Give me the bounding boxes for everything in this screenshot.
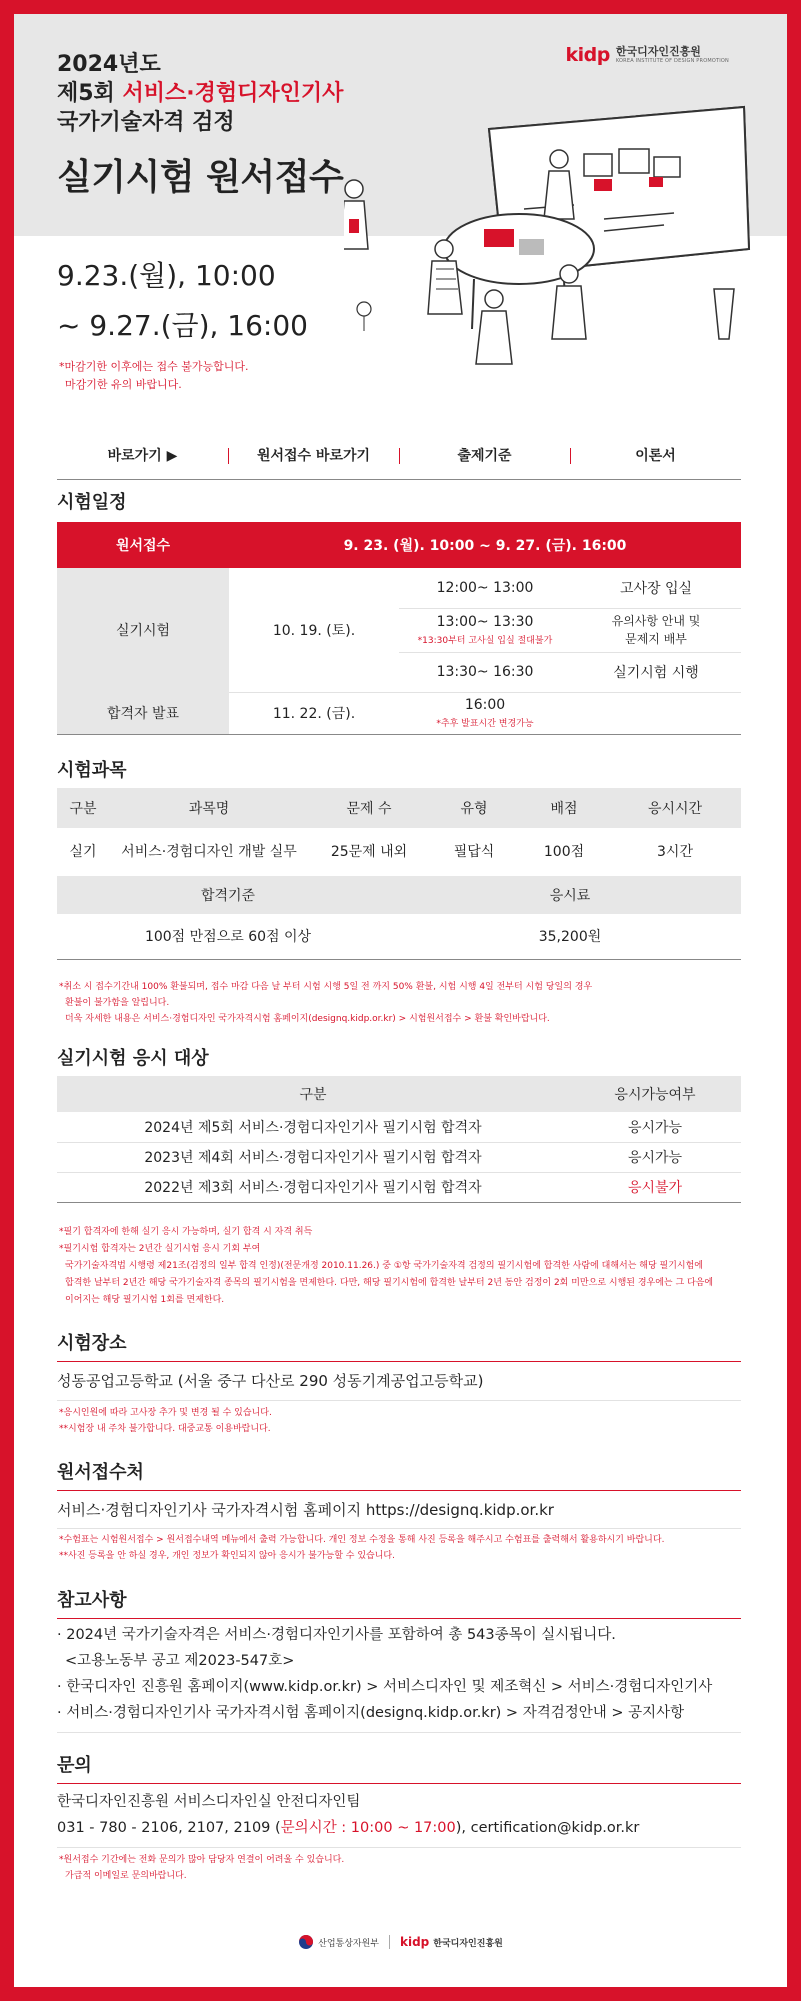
- contact-note: 가급적 이메일로 문의바랍니다.: [65, 1871, 187, 1881]
- apply-notes: [59, 1532, 664, 1564]
- venue-notes: [59, 1405, 272, 1437]
- ministry-name: 산업통상자원부: [318, 1938, 379, 1949]
- apply-label: 원서접수: [57, 522, 229, 568]
- subj-header: 배점: [519, 788, 609, 828]
- quick-links-nav: [57, 438, 741, 480]
- target-title: 실기시험 응시 대상: [57, 1048, 209, 1069]
- date-start: 9.23.(월), 10:00: [57, 259, 276, 292]
- logo-mark: kidp: [565, 44, 610, 66]
- practical-label: 실기시험: [57, 568, 229, 692]
- taegeuk-icon: [298, 1934, 314, 1950]
- reference-line[interactable]: · 한국디자인 진흥원 홈페이지(www.kidp.or.kr) > 서비스디자인 및 제조혁신 > 서비스·경험디자인기사: [57, 1679, 713, 1695]
- pass-value: 100점 만점으로 60점 이상: [57, 914, 399, 959]
- slot-time: 13:30~ 16:30: [399, 652, 571, 692]
- footer-logo-mark: kidp: [400, 1935, 430, 1949]
- subjects-title: 시험과목: [57, 760, 127, 781]
- elig-status: 응시가능: [569, 1112, 741, 1142]
- contact-phone-line: [57, 1815, 639, 1841]
- illustration-people-planning: [344, 99, 764, 389]
- hero-year: 2024년도: [57, 52, 161, 77]
- slot-time-cell: [399, 608, 571, 652]
- nav-apply-link[interactable]: 원서접수 바로가기: [228, 438, 399, 479]
- contact-phone: 031 - 780 - 2106, 2107, 2109 (: [57, 1820, 281, 1836]
- contact-org: 한국디자인진흥원 서비스디자인실 안전디자인팀: [57, 1794, 361, 1810]
- subj-header: 구분: [57, 788, 109, 828]
- subj-cell: 실기: [69, 843, 97, 860]
- slot-desc: 유의사항 안내 및 문제지 배부: [571, 608, 741, 652]
- divider: [57, 1618, 741, 1619]
- contact-notes: [59, 1852, 344, 1884]
- divider: [57, 1783, 741, 1784]
- subj-cell: 100점: [543, 843, 585, 860]
- poster-page: [14, 14, 787, 1987]
- subj-header: 응시시간: [609, 788, 741, 828]
- subj-cell: 필답식: [453, 843, 495, 860]
- subj-header: 유형: [429, 788, 519, 828]
- elig-name: 2022년 제3회 서비스·경험디자인기사 필기시험 합격자: [57, 1172, 569, 1202]
- result-date: 11. 22. (금).: [229, 692, 399, 734]
- result-time: 16:00: [464, 697, 506, 713]
- kidp-footer-logo: [400, 1935, 503, 1949]
- elig-name: 2023년 제4회 서비스·경험디자인기사 필기시험 합격자: [57, 1142, 569, 1172]
- divider: [57, 1400, 741, 1401]
- subj-header: 과목명: [109, 788, 309, 828]
- subj-cell: 25문제 내외: [330, 843, 408, 860]
- result-empty-cell: [571, 692, 741, 734]
- slot-time: 13:00~ 13:30: [436, 614, 534, 630]
- divider: [57, 1847, 741, 1848]
- elig-header: 응시가능여부: [569, 1076, 741, 1112]
- schedule-title: 시험일정: [57, 492, 127, 513]
- contact-note: *원서접수 기간에는 전화 문의가 많아 담당자 연결이 어려울 수 있습니다.: [59, 1855, 345, 1865]
- apply-title: 원서접수처: [57, 1462, 144, 1483]
- venue-text: 성동공업고등학교 (서울 중구 다산로 290 성동기계공업고등학교): [57, 1372, 484, 1390]
- page-title: 실기시험 원서접수: [57, 157, 344, 198]
- venue-note: *응시인원에 따라 고사장 추가 및 변경 될 수 있습니다.: [59, 1408, 272, 1418]
- footer-org-name: 한국디자인진흥원: [433, 1938, 503, 1949]
- reference-line[interactable]: · 서비스·경험디자인기사 국가자격시험 홈페이지(designq.kidp.or.kr) > 자격검정안내 > 공지사항: [57, 1705, 685, 1721]
- slot-desc: 실기시험 시행: [571, 652, 741, 692]
- round-label: 제5회: [57, 81, 115, 106]
- slot-desc: 고사장 입실: [571, 568, 741, 608]
- elig-note: *필기 합격자에 한해 실기 응시 가능하며, 실기 합격 시 자격 취득: [59, 1227, 313, 1237]
- footer-separator: [389, 1935, 390, 1949]
- divider: [57, 1732, 741, 1733]
- apply-note: *수험표는 시험원서접수 > 원서접수내역 메뉴에서 출력 가능합니다. 개인 정보 수정을 통해 사진 등록을 해주시고 수험표를 출력해서 활용하시기 바랍니다.: [59, 1535, 665, 1545]
- reference-title: 참고사항: [57, 1590, 127, 1611]
- result-time-cell: [399, 692, 571, 734]
- date-end: ~ 9.27.(금), 16:00: [57, 309, 308, 342]
- nav-theory-link[interactable]: 이론서: [570, 438, 741, 479]
- eligibility-table: [57, 1076, 741, 1203]
- deadline-note-2: 마감기한 유의 바랍니다.: [65, 378, 182, 391]
- divider: [57, 1528, 741, 1529]
- result-label: 합격자 발표: [57, 692, 229, 734]
- fee-value: 35,200원: [399, 914, 741, 959]
- reference-list: [57, 1622, 712, 1726]
- slot-note: *13:30부터 고사실 입실 절대불가: [417, 636, 553, 646]
- elig-note: 합격한 날부터 2년간 해당 국가기술자격 종목의 필기시험을 면제한다. 다만, 해당 필기시험에 합격한 날부터 2년 동안 검정이 2회 미만으로 시행된 경우에는 그 다음에: [65, 1278, 714, 1288]
- subjects-table: [57, 788, 741, 873]
- nav-criteria-link[interactable]: 출제기준: [399, 438, 570, 479]
- apply-period: 9. 23. (월). 10:00 ~ 9. 27. (금). 16:00: [229, 522, 741, 568]
- elig-note: *필기시험 합격자는 2년간 실기시험 응시 기회 부여: [59, 1244, 261, 1254]
- venue-note: **시험장 내 주차 불가합니다. 대중교통 이용바랍니다.: [59, 1424, 271, 1434]
- venue-title: 시험장소: [57, 1333, 127, 1354]
- ministry-logo: [298, 1934, 379, 1950]
- logo-english-name: KOREA INSTITUTE OF DESIGN PROMOTION: [615, 58, 729, 64]
- hero-round: [57, 76, 343, 107]
- pass-header: 합격기준: [57, 876, 399, 914]
- pass-fee-table: [57, 876, 741, 960]
- refund-notes: [59, 979, 592, 1027]
- subj-cell: 서비스·경험디자인 개발 실무: [121, 843, 297, 860]
- schedule-table: [57, 522, 741, 735]
- elig-status: 응시불가: [569, 1172, 741, 1202]
- apply-text[interactable]: 서비스·경험디자인기사 국가자격시험 홈페이지 https://designq.kidp.or.kr: [57, 1501, 554, 1519]
- nav-shortcut-link[interactable]: 바로가기 ▶: [107, 448, 178, 464]
- contact-title: 문의: [57, 1755, 92, 1776]
- contact-hours: 문의시간 : 10:00 ~ 17:00: [280, 1820, 456, 1836]
- logo-name: 한국디자인진흥원: [615, 45, 701, 58]
- reference-line: <고용노동부 공고 제2023-547호>: [65, 1653, 295, 1669]
- divider: [57, 1361, 741, 1362]
- refund-note: 환불이 불가함을 알립니다.: [65, 998, 170, 1008]
- kidp-logo: [565, 44, 729, 66]
- refund-note: *취소 시 접수기간내 100% 환불되며, 접수 마감 다음 날 부터 시험 시행 5일 전 까지 50% 환불, 시험 시행 4일 전부터 시험 당일의 경우: [59, 982, 593, 992]
- elig-note: 이어지는 해당 필기시험 1회를 면제한다.: [65, 1295, 225, 1305]
- refund-note: 더욱 자세한 내용은 서비스·경험디자인 국가자격시험 홈페이지(designq.kidp.or.kr) > 시험원서접수 > 환불 확인바랍니다.: [65, 1014, 550, 1024]
- subj-header: 문제 수: [309, 788, 429, 828]
- divider: [57, 1490, 741, 1491]
- exam-name: 서비스·경험디자인기사: [122, 81, 344, 106]
- contact-info: [57, 1789, 639, 1841]
- elig-name: 2024년 제5회 서비스·경험디자인기사 필기시험 합격자: [57, 1112, 569, 1142]
- deadline-note: *마감기한 이후에는 접수 불가능합니다.: [59, 360, 249, 373]
- result-note: *추후 발표시간 변경가능: [436, 719, 534, 729]
- reference-line: · 2024년 국가기술자격은 서비스·경험디자인기사를 포함하여 총 543종목이 실시됩니다.: [57, 1627, 616, 1643]
- fee-header: 응시료: [399, 876, 741, 914]
- elig-header: 구분: [57, 1076, 569, 1112]
- hero-subtitle: 국가기술자격 검정: [57, 110, 235, 135]
- contact-email[interactable]: ), certification@kidp.or.kr: [455, 1820, 640, 1836]
- practical-date: 10. 19. (토).: [229, 568, 399, 692]
- elig-note: 국가기술자격법 시행령 제21조(검정의 일부 합격 인정)(전문개정 2010.11.26.) 중 ①항 국가기술자격 검정의 필기시험에 합격한 사람에 대해서는 해당 필기시험에: [65, 1261, 703, 1271]
- subj-cell: 3시간: [657, 843, 693, 860]
- slot-time: 12:00~ 13:00: [399, 568, 571, 608]
- hero-section: [14, 14, 787, 424]
- elig-status: 응시가능: [569, 1142, 741, 1172]
- footer-logos: [14, 1934, 787, 1950]
- eligibility-notes: [59, 1224, 713, 1309]
- apply-note: **사진 등록을 안 하실 경우, 개인 정보가 확인되지 않아 응시가 불가능할 수 있습니다.: [59, 1551, 395, 1561]
